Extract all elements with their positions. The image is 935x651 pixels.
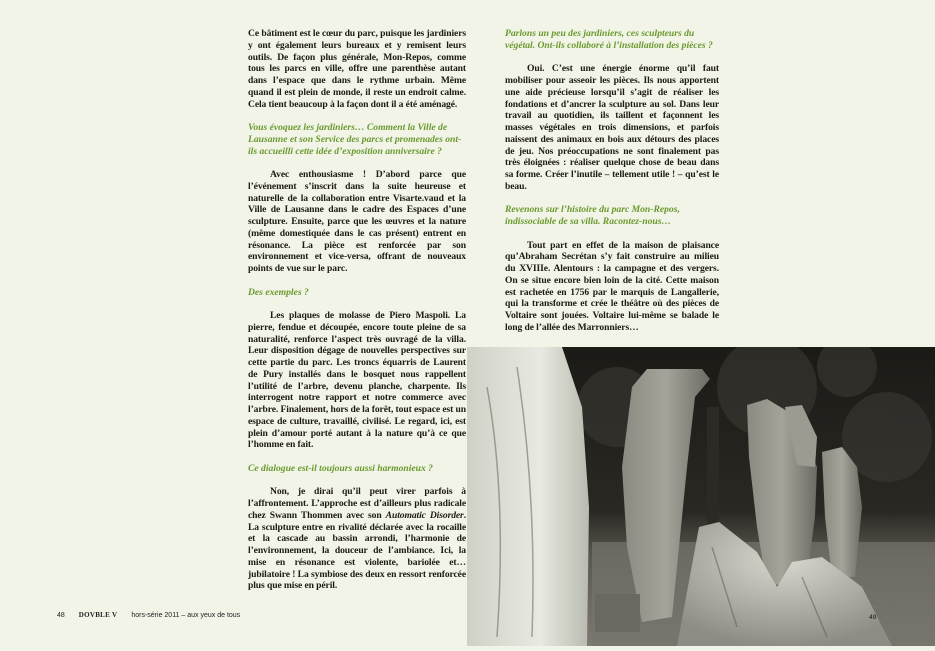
answer-paragraph: Avec enthousiasme ! D’abord parce que l’événement s’inscrit dans la suite heureuse et naturelle de la collaboration entre Visarte.vaud et la Ville de Lausanne dans le cadre des Espaces d’une sculpture. Ensuite, parce que les œuvres et la nature (même domestiquée dans le cas présent) entrent en résonance. La pièce est renforcée par son environnement et vice-versa, offrant de nouveaux points de vue sur le parc. xyxy=(248,169,466,274)
left-text-column xyxy=(248,28,466,604)
issue-label: hors-série 2011 – aux yeux de tous xyxy=(131,612,241,619)
interview-question: Ce dialogue est-il toujours aussi harmonieux ? xyxy=(248,462,433,474)
text-run: Non, je dirai qu’il peut virer parfois à l’affrontement. L’approche est d’ailleurs plus radicale chez Swann Thommen avec son xyxy=(248,486,466,521)
interview-question: Parlons un peu des jardiniers, ces sculpteurs du végétal. Ont-ils collaboré à l’installation des pièces ? xyxy=(505,28,713,51)
interview-question: Des exemples ? xyxy=(248,286,309,298)
page-number-right: 49 xyxy=(869,614,877,621)
interview-question: Vous évoquez les jardiniers… Comment la Ville de Lausanne et son Service des parcs et promenades ont-ils accueilli cette idée d’exposition anniversaire ? xyxy=(248,122,462,157)
sculpture-photo xyxy=(467,347,935,646)
answer-paragraph xyxy=(248,486,466,592)
answer-paragraph: Ce bâtiment est le cœur du parc, puisque les jardiniers y ont également leurs bureaux et y remisent leurs outils. De façon plus générale, Mon-Repos, comme tous les parcs en ville, offre une parenthèse autant dans l’espace que dans le rythme urbain. Même quand il est plein de monde, il reste un endroit calme. Cela tient beaucoup à la façon dont il a été aménagé. xyxy=(248,28,466,110)
right-text-column xyxy=(505,28,719,345)
answer-paragraph: Tout part en effet de la maison de plaisance qu’Abraham Secrétan s’y fait construire au milieu du XVIIIe. Alentours : la campagne et des vergers. On se situe encore bien loin de la cité. Cette maison est rachetée en 1756 par le marquis de Langallerie, qui la transforme et crée le théâtre où des pièces de Voltaire sont jouées. Voltaire lui-même se balade le long de l’allée des Marronniers… xyxy=(505,239,719,333)
footer-left xyxy=(57,611,252,619)
artwork-title: Automatic Disorder xyxy=(385,509,464,521)
text-run: . La sculpture entre en rivalité déclarée avec la rocaille et la cascade au bassin arrondi, l’harmonie de l’environnement, la douceur de l’ambiance. Ici, la mise en résonance est violente, bariolée et… jubilatoire ! La symbiose des deux en ressort renforcée plus que mise en péril. xyxy=(248,509,466,592)
interview-question: Revenons sur l’histoire du parc Mon-Repos, indissociable de sa villa. Racontez-nous… xyxy=(505,204,680,227)
page-number-left: 48 xyxy=(57,612,65,619)
photo-image xyxy=(467,347,935,646)
answer-paragraph: Oui. C’est une énergie énorme qu’il faut mobiliser pour asseoir les pièces. Ils nous apportent une aide précieuse lorsqu’il s’agit de réaliser les fondations et d’ancrer la sculpture au sol. Dans leur travail au quotidien, ils taillent et façonnent les masses végétales en trois dimensions, et parfois naissent des animaux en bois aux détours des places de jeu. Nos préoccupations ne sont finalement pas très éloignées : réaliser quelque chose de beau dans sa forme. Créer l’inutile – tellement utile ! – qu’est le beau. xyxy=(505,63,719,192)
magazine-brand: DOVBLE V xyxy=(78,611,118,619)
answer-paragraph: Les plaques de molasse de Piero Maspoli. La pierre, fendue et découpée, encore toute pleine de sa naturalité, renforce l’aspect très ouvragé de la villa. Leur disposition dégage de nouvelles perspectives sur cette partie du parc. Les troncs équarris de Laurent de Pury installés dans le bosquet nous rappellent l’utilité de l’arbre, devenu planche, charpente. Ils interrogent notre rapport et notre commerce avec l’arbre. Finalement, hors de la forêt, tout espace est un espace de culture, travaillé, civilisé. Le regard, ici, est plein d’amour porté autant à la nature qu’à ce que l’homme en fait. xyxy=(248,310,466,451)
